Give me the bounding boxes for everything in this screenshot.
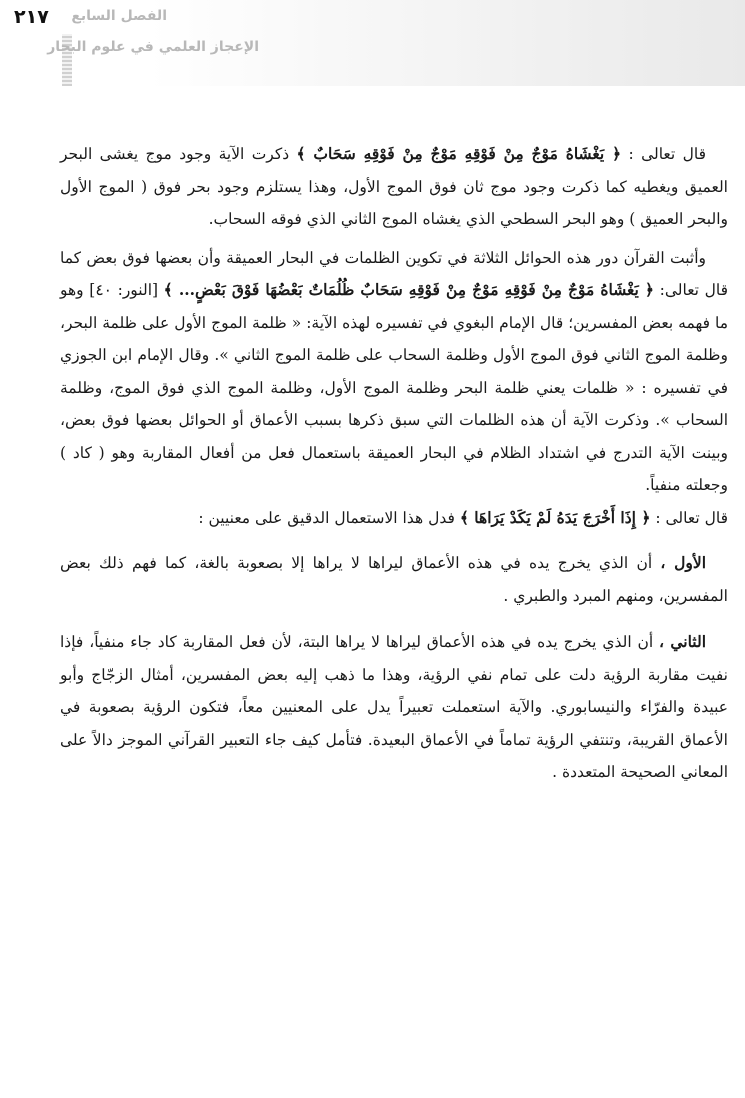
text-run: قال تعالى : xyxy=(650,508,728,527)
ornate-bracket: ﴾ xyxy=(163,280,173,299)
chapter-subtitle: الإعجاز العلمي في علوم البحار xyxy=(47,39,259,55)
paragraph xyxy=(60,626,728,789)
body-text xyxy=(60,138,728,789)
ornate-bracket: ﴿ xyxy=(644,280,654,299)
ornate-bracket: ﴾ xyxy=(459,507,469,527)
paragraph xyxy=(60,138,728,236)
text-run: أن الذي يخرج يده في هذه الأعماق ليراها لا يراها إلا بصعوبة بالغة، كما فهم ذلك بعض المفسرين، ومنهم المبرد والطبري . xyxy=(60,554,728,605)
text-run: وأثبت القرآن دور هذه الحوائل الثلاثة في تكوين الظلمات في البحار العميقة وأن بعضها فوق بعض كما قال تعالى: xyxy=(60,248,728,299)
quran-verse: يَغْشَاهُ مَوْجٌ مِنْ فَوْقِهِ مَوْجٌ مِنْ فَوْقِهِ سَحَابٌ xyxy=(305,144,613,163)
ornate-bracket: ﴿ xyxy=(641,507,651,527)
chapter-label: الفصل السابع xyxy=(71,8,167,24)
quran-verse: يَغْشَاهُ مَوْجٌ مِنْ فَوْقِهِ مَوْجٌ مِنْ فَوْقِهِ سَحَابٌ ظُلُمَاتٌ بَعْضُهَا فَوْقَ بَعْضٍ... xyxy=(172,280,645,299)
text-run: قال تعالى : xyxy=(621,145,706,163)
page-number: ٢١٧ xyxy=(14,6,49,28)
paragraph xyxy=(60,502,728,535)
paragraph xyxy=(60,547,728,612)
text-run: [النور: ٤٠] وهو ما فهمه بعض المفسرين؛ قال الإمام البغوي في تفسيره لهذه الآية: « ظلمة الموج الأول على ظلمة البحر، وظلمة الموج الثاني فوق الموج الأول وظلمة السحاب على ظلمة الموج الثاني ». وقال الإمام ابن الجوزي في تفسيره : « ظلمات يعني ظلمة البحر وظلمة الموج الأول، وظلمة الموج الذي فوق الموج، وظلمة السحاب ». وذكرت الآية أن هذه الظلمات التي سبق ذكرها بسبب الأعماق أو الحوائل بعضها فوق بعض، وبينت الآية التدرج في اشتداد الظلام في البحار العميقة باستعمال فعل من أفعال المقاربة وهو ( كاد ) وجعلته منفياً. xyxy=(60,281,728,494)
text-run: فدل هذا الاستعمال الدقيق على معنيين : xyxy=(198,508,460,527)
quran-verse: إِذَا أَخْرَجَ يَدَهُ لَمْ يَكَدْ يَرَاهَا xyxy=(468,507,642,527)
text-run: ذكرت الآية وجود موج يغشى البحر العميق ويغطيه كما ذكرت وجود موج ثان فوق الموج الأول، وهذا يستلزم وجود بحر فوق ( الموج الأول والبحر العميق ) وهو البحر السطحي الذي يغشاه الموج الثاني الذي فوقه السحاب. xyxy=(60,145,728,228)
ornate-bracket: ﴿ xyxy=(612,144,622,163)
text-run: أن الذي يخرج يده في هذه الأعماق ليراها لا يراها البتة، لأن فعل المقاربة كاد جاء منفياً، فإذا نفيت مقاربة الرؤية دلت على تمام نفي الرؤية، وهذا ما ذهب إليه بعض المفسرين، أمثال الزجّاج وأبو عبيدة والفرّاء والنيسابوري. والآية استعملت تعبيراً يدل على المعنيين معاً، فتكون الرؤية بصعوبة في الأعماق القريبة، وتنتفي الرؤية تماماً في الأعماق البعيدة. فتأمل كيف جاء التعبير القرآني الموجز دالاً على المعاني الصحيحة المتعددة . xyxy=(60,633,728,781)
lead-word: الثاني ، xyxy=(659,632,706,651)
lead-word: الأول ، xyxy=(660,553,706,572)
ornate-bracket: ﴾ xyxy=(296,144,306,163)
paragraph xyxy=(60,242,728,502)
